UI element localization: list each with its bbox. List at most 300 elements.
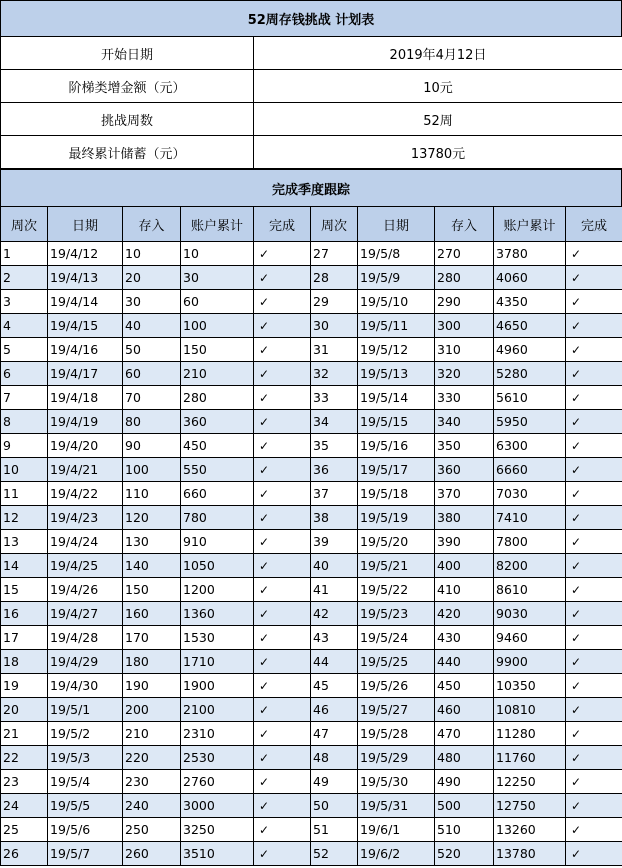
cell-deposit[interactable]: 400 xyxy=(435,554,494,578)
cell-balance[interactable]: 5610 xyxy=(494,386,566,410)
table-row xyxy=(1,386,622,410)
cell-balance[interactable]: 450 xyxy=(181,434,254,458)
cell-week[interactable]: 11 xyxy=(1,482,48,506)
check-mark-icon[interactable]: ✓ xyxy=(566,698,622,722)
cell-date[interactable]: 19/4/24 xyxy=(48,530,123,554)
cell-deposit[interactable]: 370 xyxy=(435,482,494,506)
cell-date[interactable]: 19/5/20 xyxy=(358,530,435,554)
check-mark-icon[interactable]: ✓ xyxy=(566,650,622,674)
cell-week[interactable]: 12 xyxy=(1,506,48,530)
check-mark-icon[interactable]: ✓ xyxy=(254,458,311,482)
check-mark-icon[interactable]: ✓ xyxy=(566,626,622,650)
sheet-title: 52周存钱挑战 计划表 xyxy=(0,0,622,37)
cell-deposit[interactable]: 460 xyxy=(435,698,494,722)
cell-week[interactable]: 20 xyxy=(1,698,48,722)
cell-week[interactable]: 9 xyxy=(1,434,48,458)
cell-date[interactable]: 19/4/25 xyxy=(48,554,123,578)
cell-date[interactable]: 19/4/12 xyxy=(48,242,123,266)
cell-week[interactable]: 47 xyxy=(311,722,358,746)
check-mark-icon[interactable]: ✓ xyxy=(566,530,622,554)
check-mark-icon[interactable]: ✓ xyxy=(566,794,622,818)
cell-deposit[interactable]: 140 xyxy=(123,554,181,578)
cell-week[interactable]: 25 xyxy=(1,818,48,842)
cell-deposit[interactable]: 70 xyxy=(123,386,181,410)
cell-date[interactable]: 19/4/19 xyxy=(48,410,123,434)
cell-week[interactable]: 34 xyxy=(311,410,358,434)
check-mark-icon[interactable]: ✓ xyxy=(566,602,622,626)
table-row xyxy=(1,458,622,482)
info-label: 开始日期 xyxy=(1,37,254,70)
cell-week[interactable]: 48 xyxy=(311,746,358,770)
cell-week[interactable]: 27 xyxy=(311,242,358,266)
cell-date[interactable]: 19/5/4 xyxy=(48,770,123,794)
cell-deposit[interactable]: 500 xyxy=(435,794,494,818)
cell-deposit[interactable]: 150 xyxy=(123,578,181,602)
cell-deposit[interactable]: 100 xyxy=(123,458,181,482)
info-row-weeks xyxy=(1,103,622,136)
cell-date[interactable]: 19/5/6 xyxy=(48,818,123,842)
cell-week[interactable]: 35 xyxy=(311,434,358,458)
table-header-row xyxy=(1,207,622,242)
cell-week[interactable]: 37 xyxy=(311,482,358,506)
column-header-deposit[interactable]: 存入 xyxy=(123,207,181,242)
check-mark-icon[interactable]: ✓ xyxy=(254,482,311,506)
cell-date[interactable]: 19/5/23 xyxy=(358,602,435,626)
cell-date[interactable]: 19/4/20 xyxy=(48,434,123,458)
check-mark-icon[interactable]: ✓ xyxy=(254,554,311,578)
cell-deposit[interactable]: 290 xyxy=(435,290,494,314)
cell-deposit[interactable]: 350 xyxy=(435,434,494,458)
cell-date[interactable]: 19/4/22 xyxy=(48,482,123,506)
cell-balance[interactable]: 11760 xyxy=(494,746,566,770)
check-mark-icon[interactable]: ✓ xyxy=(254,314,311,338)
cell-week[interactable]: 42 xyxy=(311,602,358,626)
cell-deposit[interactable]: 80 xyxy=(123,410,181,434)
cell-balance[interactable]: 210 xyxy=(181,362,254,386)
cell-date[interactable]: 19/6/2 xyxy=(358,842,435,866)
cell-balance[interactable]: 1360 xyxy=(181,602,254,626)
cell-week[interactable]: 28 xyxy=(311,266,358,290)
cell-deposit[interactable]: 230 xyxy=(123,770,181,794)
cell-balance[interactable]: 6300 xyxy=(494,434,566,458)
cell-balance[interactable]: 30 xyxy=(181,266,254,290)
cell-balance[interactable]: 9030 xyxy=(494,602,566,626)
check-mark-icon[interactable]: ✓ xyxy=(566,458,622,482)
cell-date[interactable]: 19/5/31 xyxy=(358,794,435,818)
cell-deposit[interactable]: 20 xyxy=(123,266,181,290)
check-mark-icon[interactable]: ✓ xyxy=(566,314,622,338)
cell-deposit[interactable]: 270 xyxy=(435,242,494,266)
check-mark-icon[interactable]: ✓ xyxy=(254,434,311,458)
cell-deposit[interactable]: 430 xyxy=(435,626,494,650)
table-row xyxy=(1,338,622,362)
cell-week[interactable]: 29 xyxy=(311,290,358,314)
check-mark-icon[interactable]: ✓ xyxy=(254,794,311,818)
check-mark-icon[interactable]: ✓ xyxy=(566,242,622,266)
check-mark-icon[interactable]: ✓ xyxy=(254,770,311,794)
cell-week[interactable]: 7 xyxy=(1,386,48,410)
cell-balance[interactable]: 10 xyxy=(181,242,254,266)
cell-deposit[interactable]: 40 xyxy=(123,314,181,338)
check-mark-icon[interactable]: ✓ xyxy=(566,290,622,314)
column-header-done[interactable]: 完成 xyxy=(254,207,311,242)
cell-deposit[interactable]: 420 xyxy=(435,602,494,626)
cell-date[interactable]: 19/5/24 xyxy=(358,626,435,650)
check-mark-icon[interactable]: ✓ xyxy=(254,506,311,530)
cell-balance[interactable]: 4350 xyxy=(494,290,566,314)
cell-balance[interactable]: 3250 xyxy=(181,818,254,842)
cell-date[interactable]: 19/4/29 xyxy=(48,650,123,674)
check-mark-icon[interactable]: ✓ xyxy=(566,674,622,698)
cell-week[interactable]: 8 xyxy=(1,410,48,434)
cell-balance[interactable]: 2310 xyxy=(181,722,254,746)
cell-balance[interactable]: 12250 xyxy=(494,770,566,794)
cell-deposit[interactable]: 210 xyxy=(123,722,181,746)
check-mark-icon[interactable]: ✓ xyxy=(254,722,311,746)
cell-balance[interactable]: 13260 xyxy=(494,818,566,842)
check-mark-icon[interactable]: ✓ xyxy=(254,266,311,290)
cell-balance[interactable]: 2530 xyxy=(181,746,254,770)
column-header-date[interactable]: 日期 xyxy=(48,207,123,242)
cell-week[interactable]: 19 xyxy=(1,674,48,698)
cell-deposit[interactable]: 360 xyxy=(435,458,494,482)
cell-week[interactable]: 40 xyxy=(311,554,358,578)
check-mark-icon[interactable]: ✓ xyxy=(566,842,622,866)
cell-date[interactable]: 19/5/28 xyxy=(358,722,435,746)
cell-balance[interactable]: 3510 xyxy=(181,842,254,866)
cell-date[interactable]: 19/5/22 xyxy=(358,578,435,602)
column-header-balance[interactable]: 账户累计 xyxy=(181,207,254,242)
cell-balance[interactable]: 9900 xyxy=(494,650,566,674)
cell-week[interactable]: 23 xyxy=(1,770,48,794)
cell-week[interactable]: 22 xyxy=(1,746,48,770)
cell-deposit[interactable]: 340 xyxy=(435,410,494,434)
cell-deposit[interactable]: 510 xyxy=(435,818,494,842)
check-mark-icon[interactable]: ✓ xyxy=(254,386,311,410)
cell-balance[interactable]: 1200 xyxy=(181,578,254,602)
cell-deposit[interactable]: 30 xyxy=(123,290,181,314)
cell-week[interactable]: 30 xyxy=(311,314,358,338)
cell-balance[interactable]: 7410 xyxy=(494,506,566,530)
cell-balance[interactable]: 5280 xyxy=(494,362,566,386)
cell-week[interactable]: 36 xyxy=(311,458,358,482)
cell-balance[interactable]: 3780 xyxy=(494,242,566,266)
cell-date[interactable]: 19/5/5 xyxy=(48,794,123,818)
check-mark-icon[interactable]: ✓ xyxy=(254,578,311,602)
cell-week[interactable]: 16 xyxy=(1,602,48,626)
cell-date[interactable]: 19/5/8 xyxy=(358,242,435,266)
check-mark-icon[interactable]: ✓ xyxy=(566,554,622,578)
cell-week[interactable]: 3 xyxy=(1,290,48,314)
cell-deposit[interactable]: 130 xyxy=(123,530,181,554)
cell-deposit[interactable]: 160 xyxy=(123,602,181,626)
cell-balance[interactable]: 5950 xyxy=(494,410,566,434)
column-header-date[interactable]: 日期 xyxy=(358,207,435,242)
cell-week[interactable]: 33 xyxy=(311,386,358,410)
cell-week[interactable]: 46 xyxy=(311,698,358,722)
cell-balance[interactable]: 1050 xyxy=(181,554,254,578)
check-mark-icon[interactable]: ✓ xyxy=(566,338,622,362)
cell-deposit[interactable]: 330 xyxy=(435,386,494,410)
info-value[interactable]: 2019年4月12日 xyxy=(254,37,622,70)
cell-week[interactable]: 45 xyxy=(311,674,358,698)
cell-deposit[interactable]: 320 xyxy=(435,362,494,386)
check-mark-icon[interactable]: ✓ xyxy=(254,746,311,770)
cell-deposit[interactable]: 200 xyxy=(123,698,181,722)
column-header-week[interactable]: 周次 xyxy=(311,207,358,242)
check-mark-icon[interactable]: ✓ xyxy=(254,602,311,626)
cell-date[interactable]: 19/4/26 xyxy=(48,578,123,602)
check-mark-icon[interactable]: ✓ xyxy=(566,410,622,434)
cell-date[interactable]: 19/5/2 xyxy=(48,722,123,746)
table-row xyxy=(1,746,622,770)
cell-date[interactable]: 19/4/14 xyxy=(48,290,123,314)
cell-date[interactable]: 19/5/30 xyxy=(358,770,435,794)
cell-deposit[interactable]: 110 xyxy=(123,482,181,506)
cell-date[interactable]: 19/5/25 xyxy=(358,650,435,674)
cell-balance[interactable]: 910 xyxy=(181,530,254,554)
cell-deposit[interactable]: 10 xyxy=(123,242,181,266)
check-mark-icon[interactable]: ✓ xyxy=(566,434,622,458)
cell-balance[interactable]: 4060 xyxy=(494,266,566,290)
cell-balance[interactable]: 12750 xyxy=(494,794,566,818)
cell-week[interactable]: 31 xyxy=(311,338,358,362)
cell-date[interactable]: 19/4/18 xyxy=(48,386,123,410)
cell-balance[interactable]: 3000 xyxy=(181,794,254,818)
cell-balance[interactable]: 4650 xyxy=(494,314,566,338)
cell-balance[interactable]: 4960 xyxy=(494,338,566,362)
cell-date[interactable]: 19/4/15 xyxy=(48,314,123,338)
cell-week[interactable]: 21 xyxy=(1,722,48,746)
table-row xyxy=(1,626,622,650)
cell-week[interactable]: 6 xyxy=(1,362,48,386)
cell-deposit[interactable]: 410 xyxy=(435,578,494,602)
cell-week[interactable]: 18 xyxy=(1,650,48,674)
table-row xyxy=(1,554,622,578)
cell-deposit[interactable]: 380 xyxy=(435,506,494,530)
info-value[interactable]: 13780元 xyxy=(254,136,622,169)
cell-date[interactable]: 19/5/29 xyxy=(358,746,435,770)
table-row xyxy=(1,650,622,674)
cell-balance[interactable]: 2760 xyxy=(181,770,254,794)
cell-date[interactable]: 19/5/18 xyxy=(358,482,435,506)
cell-deposit[interactable]: 170 xyxy=(123,626,181,650)
table-row xyxy=(1,770,622,794)
cell-balance[interactable]: 1900 xyxy=(181,674,254,698)
info-label: 挑战周数 xyxy=(1,103,254,136)
check-mark-icon[interactable]: ✓ xyxy=(566,386,622,410)
cell-deposit[interactable]: 470 xyxy=(435,722,494,746)
cell-date[interactable]: 19/4/28 xyxy=(48,626,123,650)
column-header-done[interactable]: 完成 xyxy=(566,207,622,242)
cell-balance[interactable]: 1530 xyxy=(181,626,254,650)
cell-date[interactable]: 19/5/9 xyxy=(358,266,435,290)
check-mark-icon[interactable]: ✓ xyxy=(254,698,311,722)
cell-deposit[interactable]: 520 xyxy=(435,842,494,866)
cell-date[interactable]: 19/5/21 xyxy=(358,554,435,578)
cell-balance[interactable]: 360 xyxy=(181,410,254,434)
table-row xyxy=(1,818,622,842)
cell-date[interactable]: 19/5/12 xyxy=(358,338,435,362)
cell-week[interactable]: 10 xyxy=(1,458,48,482)
cell-date[interactable]: 19/5/11 xyxy=(358,314,435,338)
cell-week[interactable]: 2 xyxy=(1,266,48,290)
cell-week[interactable]: 32 xyxy=(311,362,358,386)
cell-week[interactable]: 13 xyxy=(1,530,48,554)
cell-balance[interactable]: 6660 xyxy=(494,458,566,482)
tracking-table xyxy=(0,206,622,866)
cell-week[interactable]: 26 xyxy=(1,842,48,866)
check-mark-icon[interactable]: ✓ xyxy=(566,722,622,746)
check-mark-icon[interactable]: ✓ xyxy=(566,818,622,842)
cell-week[interactable]: 24 xyxy=(1,794,48,818)
cell-deposit[interactable]: 310 xyxy=(435,338,494,362)
cell-date[interactable]: 19/5/1 xyxy=(48,698,123,722)
cell-week[interactable]: 14 xyxy=(1,554,48,578)
cell-date[interactable]: 19/5/17 xyxy=(358,458,435,482)
check-mark-icon[interactable]: ✓ xyxy=(254,842,311,866)
section-title: 完成季度跟踪 xyxy=(0,169,622,207)
cell-balance[interactable]: 550 xyxy=(181,458,254,482)
cell-balance[interactable]: 10350 xyxy=(494,674,566,698)
info-value[interactable]: 52周 xyxy=(254,103,622,136)
cell-week[interactable]: 50 xyxy=(311,794,358,818)
cell-balance[interactable]: 9460 xyxy=(494,626,566,650)
cell-week[interactable]: 44 xyxy=(311,650,358,674)
cell-balance[interactable]: 8610 xyxy=(494,578,566,602)
column-header-week[interactable]: 周次 xyxy=(1,207,48,242)
cell-date[interactable]: 19/5/10 xyxy=(358,290,435,314)
cell-balance[interactable]: 60 xyxy=(181,290,254,314)
info-label: 阶梯类增金额（元） xyxy=(1,70,254,103)
cell-week[interactable]: 5 xyxy=(1,338,48,362)
cell-date[interactable]: 19/6/1 xyxy=(358,818,435,842)
cell-date[interactable]: 19/4/13 xyxy=(48,266,123,290)
cell-date[interactable]: 19/4/17 xyxy=(48,362,123,386)
check-mark-icon[interactable]: ✓ xyxy=(566,770,622,794)
check-mark-icon[interactable]: ✓ xyxy=(254,674,311,698)
cell-deposit[interactable]: 190 xyxy=(123,674,181,698)
cell-balance[interactable]: 10810 xyxy=(494,698,566,722)
cell-balance[interactable]: 7030 xyxy=(494,482,566,506)
cell-deposit[interactable]: 120 xyxy=(123,506,181,530)
cell-date[interactable]: 19/5/15 xyxy=(358,410,435,434)
cell-date[interactable]: 19/5/27 xyxy=(358,698,435,722)
cell-deposit[interactable]: 480 xyxy=(435,746,494,770)
check-mark-icon[interactable]: ✓ xyxy=(254,818,311,842)
cell-balance[interactable]: 1710 xyxy=(181,650,254,674)
cell-week[interactable]: 17 xyxy=(1,626,48,650)
table-row xyxy=(1,674,622,698)
table-row xyxy=(1,290,622,314)
cell-deposit[interactable]: 50 xyxy=(123,338,181,362)
cell-week[interactable]: 4 xyxy=(1,314,48,338)
cell-deposit[interactable]: 490 xyxy=(435,770,494,794)
cell-week[interactable]: 39 xyxy=(311,530,358,554)
table-row xyxy=(1,698,622,722)
cell-date[interactable]: 19/4/21 xyxy=(48,458,123,482)
check-mark-icon[interactable]: ✓ xyxy=(254,290,311,314)
check-mark-icon[interactable]: ✓ xyxy=(566,578,622,602)
cell-date[interactable]: 19/5/19 xyxy=(358,506,435,530)
table-row xyxy=(1,410,622,434)
cell-date[interactable]: 19/5/3 xyxy=(48,746,123,770)
cell-week[interactable]: 1 xyxy=(1,242,48,266)
cell-date[interactable]: 19/5/26 xyxy=(358,674,435,698)
check-mark-icon[interactable]: ✓ xyxy=(566,506,622,530)
cell-deposit[interactable]: 260 xyxy=(123,842,181,866)
cell-week[interactable]: 51 xyxy=(311,818,358,842)
cell-balance[interactable]: 780 xyxy=(181,506,254,530)
table-row xyxy=(1,482,622,506)
check-mark-icon[interactable]: ✓ xyxy=(254,530,311,554)
check-mark-icon[interactable]: ✓ xyxy=(566,362,622,386)
check-mark-icon[interactable]: ✓ xyxy=(254,626,311,650)
cell-date[interactable]: 19/4/23 xyxy=(48,506,123,530)
check-mark-icon[interactable]: ✓ xyxy=(254,410,311,434)
cell-deposit[interactable]: 300 xyxy=(435,314,494,338)
cell-date[interactable]: 19/5/13 xyxy=(358,362,435,386)
cell-date[interactable]: 19/5/7 xyxy=(48,842,123,866)
column-header-balance[interactable]: 账户累计 xyxy=(494,207,566,242)
cell-balance[interactable]: 13780 xyxy=(494,842,566,866)
check-mark-icon[interactable]: ✓ xyxy=(254,650,311,674)
cell-date[interactable]: 19/4/30 xyxy=(48,674,123,698)
cell-balance[interactable]: 100 xyxy=(181,314,254,338)
table-row xyxy=(1,434,622,458)
cell-deposit[interactable]: 180 xyxy=(123,650,181,674)
cell-balance[interactable]: 660 xyxy=(181,482,254,506)
table-row xyxy=(1,602,622,626)
check-mark-icon[interactable]: ✓ xyxy=(254,242,311,266)
cell-week[interactable]: 38 xyxy=(311,506,358,530)
cell-balance[interactable]: 11280 xyxy=(494,722,566,746)
cell-week[interactable]: 49 xyxy=(311,770,358,794)
info-value[interactable]: 10元 xyxy=(254,70,622,103)
cell-date[interactable]: 19/5/16 xyxy=(358,434,435,458)
cell-deposit[interactable]: 440 xyxy=(435,650,494,674)
check-mark-icon[interactable]: ✓ xyxy=(566,266,622,290)
cell-deposit[interactable]: 280 xyxy=(435,266,494,290)
cell-date[interactable]: 19/5/14 xyxy=(358,386,435,410)
check-mark-icon[interactable]: ✓ xyxy=(566,482,622,506)
cell-week[interactable]: 15 xyxy=(1,578,48,602)
cell-deposit[interactable]: 220 xyxy=(123,746,181,770)
cell-deposit[interactable]: 90 xyxy=(123,434,181,458)
cell-balance[interactable]: 2100 xyxy=(181,698,254,722)
check-mark-icon[interactable]: ✓ xyxy=(254,362,311,386)
cell-balance[interactable]: 150 xyxy=(181,338,254,362)
cell-deposit[interactable]: 60 xyxy=(123,362,181,386)
cell-deposit[interactable]: 390 xyxy=(435,530,494,554)
column-header-deposit[interactable]: 存入 xyxy=(435,207,494,242)
check-mark-icon[interactable]: ✓ xyxy=(566,746,622,770)
cell-balance[interactable]: 7800 xyxy=(494,530,566,554)
cell-week[interactable]: 41 xyxy=(311,578,358,602)
table-body xyxy=(1,242,622,866)
cell-date[interactable]: 19/4/16 xyxy=(48,338,123,362)
cell-deposit[interactable]: 240 xyxy=(123,794,181,818)
cell-date[interactable]: 19/4/27 xyxy=(48,602,123,626)
check-mark-icon[interactable]: ✓ xyxy=(254,338,311,362)
cell-deposit[interactable]: 250 xyxy=(123,818,181,842)
cell-balance[interactable]: 280 xyxy=(181,386,254,410)
cell-week[interactable]: 52 xyxy=(311,842,358,866)
cell-deposit[interactable]: 450 xyxy=(435,674,494,698)
cell-week[interactable]: 43 xyxy=(311,626,358,650)
cell-balance[interactable]: 8200 xyxy=(494,554,566,578)
table-row xyxy=(1,242,622,266)
